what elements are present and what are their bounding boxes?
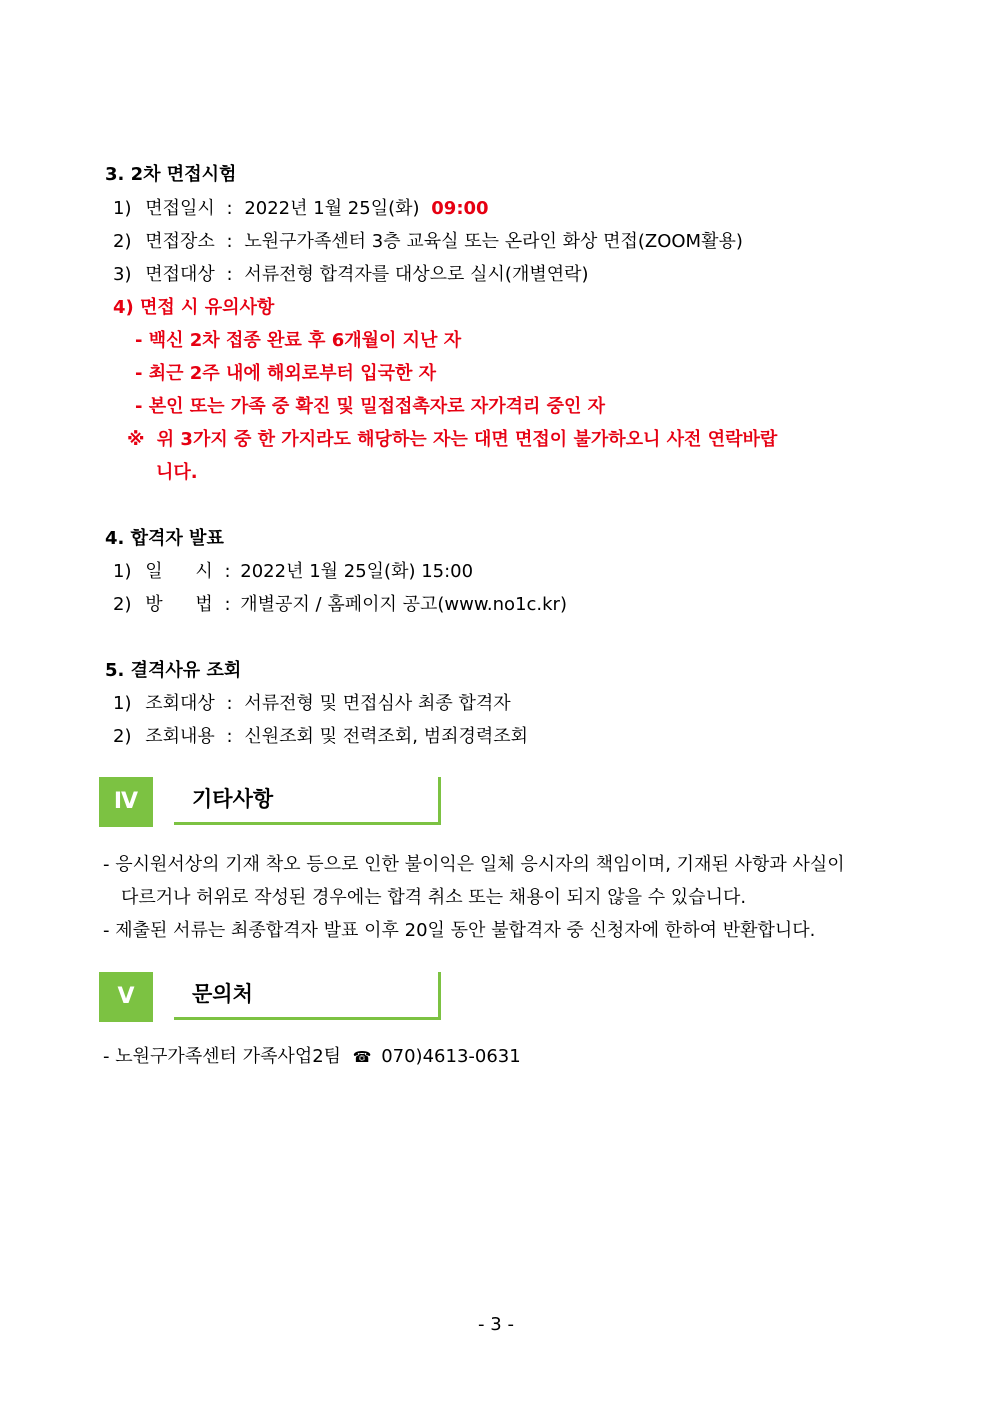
item-label: 면접장소 (145, 231, 215, 252)
item-value: 노원구가족센터 3층 교육실 또는 온라인 화상 면접(ZOOM활용) (244, 231, 743, 252)
notice-item-2: - 최근 2주 내에 해외로부터 입국한 자 (135, 363, 437, 384)
section4-item-2 (113, 593, 567, 617)
section-v-number: Ⅴ (99, 972, 153, 1022)
item-separator: : (226, 726, 233, 747)
other-notes-bullet-1: - 응시원서상의 기재 착오 등으로 인한 불이익은 일체 응시자의 책임이며, 기재된 사항과 사실이 (103, 854, 845, 875)
item-number: 3) (113, 264, 132, 285)
item-number: 1) (113, 561, 132, 582)
contact-line (103, 1045, 521, 1069)
item-number: 1) (113, 693, 132, 714)
item-value: 서류전형 및 면접심사 최종 합격자 (244, 693, 511, 714)
section-iv-title: 기타사항 (174, 777, 441, 825)
interview-time: 09:00 (431, 198, 489, 219)
other-notes-bullet-2: - 제출된 서류는 최종합격자 발표 이후 20일 동안 불합격자 중 신청자에 한하여 반환합니다. (103, 920, 816, 941)
notice-item-1: - 백신 2차 접종 완료 후 6개월이 지난 자 (135, 330, 462, 351)
item-value: 신원조회 및 전력조회, 범죄경력조회 (244, 726, 529, 747)
section5-item-1 (113, 692, 511, 716)
notice-note (127, 428, 777, 452)
item-number: 2) (113, 231, 132, 252)
item-separator: : (226, 231, 233, 252)
section4-heading: 4. 합격자 발표 (105, 528, 224, 549)
item-label-char: 일 (145, 561, 163, 582)
section-iv-number: Ⅳ (99, 777, 153, 827)
item-value: 서류전형 합격자를 대상으로 실시(개별연락) (244, 264, 589, 285)
item-number: 2) (113, 594, 132, 615)
notice-note-continued: 니다. (156, 462, 198, 483)
item-value: 개별공지 / 홈페이지 공고(www.no1c.kr) (240, 594, 567, 615)
page-number: - 3 - (478, 1314, 514, 1335)
section3-item-1 (113, 197, 489, 221)
section-v-title: 문의처 (174, 972, 441, 1020)
item-label-char: 법 (195, 594, 213, 615)
item-label: 면접일시 (145, 198, 215, 219)
item-label-char: 시 (195, 561, 213, 582)
item-separator: : (226, 693, 233, 714)
item-value: 2022년 1월 25일(화) 15:00 (240, 561, 474, 582)
reference-mark: ※ (127, 429, 145, 450)
other-notes-bullet-1-continued: 다르거나 허위로 작성된 경우에는 합격 취소 또는 채용이 되지 않을 수 있습니다. (121, 887, 747, 908)
item-number: 1) (113, 198, 132, 219)
notice-item-3: - 본인 또는 가족 중 확진 및 밀접접촉자로 자가격리 중인 자 (135, 396, 606, 417)
section5-item-2 (113, 725, 528, 749)
item-separator: : (226, 264, 233, 285)
section3-heading: 3. 2차 면접시험 (105, 164, 237, 185)
item-label-char: 방 (145, 594, 163, 615)
telephone-icon: ☎ (352, 1048, 372, 1066)
item-separator: : (226, 198, 233, 219)
item-value: 2022년 1월 25일(화) (244, 198, 420, 219)
item-label: 조회내용 (145, 726, 215, 747)
contact-phone: 070)4613-0631 (381, 1046, 521, 1067)
notice-heading: 4) 면접 시 유의사항 (113, 297, 275, 318)
item-label: 조회대상 (145, 693, 215, 714)
item-separator: : (224, 594, 231, 615)
contact-department: - 노원구가족센터 가족사업2팀 (103, 1046, 342, 1067)
section3-item-3 (113, 263, 589, 287)
item-number: 2) (113, 726, 132, 747)
item-separator: : (224, 561, 231, 582)
section5-heading: 5. 결격사유 조회 (105, 660, 242, 681)
section4-item-1 (113, 560, 473, 584)
section3-item-2 (113, 230, 743, 254)
item-label: 면접대상 (145, 264, 215, 285)
notice-note-text: 위 3가지 중 한 가지라도 해당하는 자는 대면 면접이 불가하오니 사전 연락바랍 (156, 429, 778, 450)
